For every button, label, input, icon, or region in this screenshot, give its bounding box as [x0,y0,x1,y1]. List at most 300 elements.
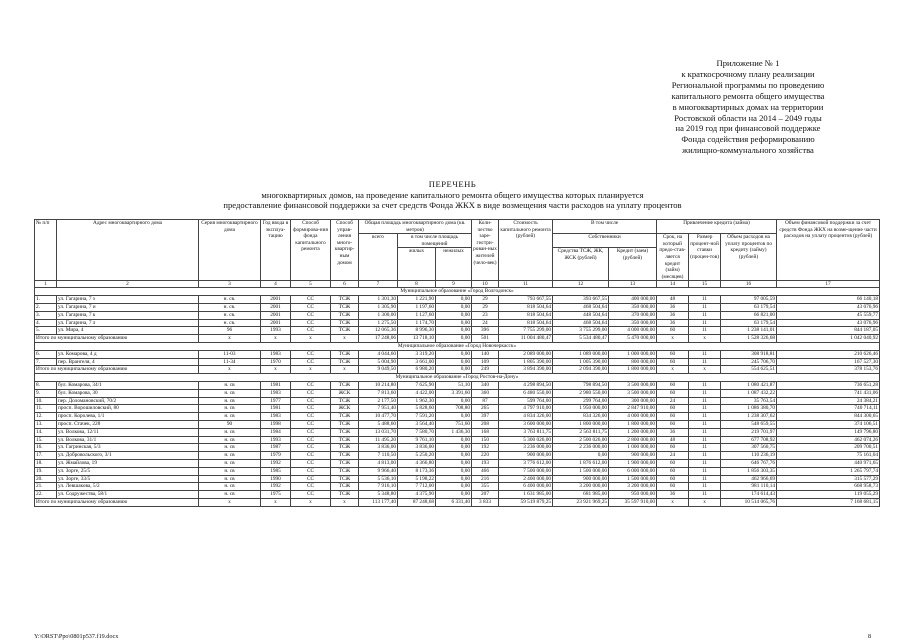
total-cell: 378 153,76 [777,366,880,374]
table-cell: 6 400 000,00 [499,483,553,491]
table-cell: 19. [35,467,57,475]
table-cell: 798 894,50 [553,382,609,390]
table-cell: 3 319,20 [398,350,436,358]
table-cell: 43 076,96 [777,319,880,327]
column-number: 10 [472,281,499,288]
total-cell: 7 168 681,15 [777,498,880,506]
table-cell: 11 [689,467,721,475]
table-cell: 97 005,59 [721,296,777,304]
table-cell: 36 [657,491,689,499]
table-cell: 1970 [261,358,291,366]
table-cell: 11 [689,452,721,460]
table-row [35,405,880,413]
municipality-row [35,288,880,296]
table-row [35,483,880,491]
total-cell: 87 248,68 [398,498,436,506]
column-number: 9 [436,281,472,288]
header-series: Серия многоквартирного дома [199,220,261,281]
table-cell: СС [291,483,331,491]
table-cell: н. св [199,382,261,390]
appendix-line: Ростовской области на 2014 – 2049 годы [674,112,822,123]
table-cell: 370 000,00 [609,311,657,319]
total-label: Итого по муниципальному образованию [35,498,199,506]
municipality-name: Муниципальное образование «Город Ростов-на-Дону» [35,374,880,382]
table-cell: 11 [689,296,721,304]
column-number: 13 [609,281,657,288]
table-cell: 2 177,50 [359,397,398,405]
table-cell: 350 000,00 [609,304,657,312]
table-cell: 15. [35,436,57,444]
total-cell: 2 094 390,00 [553,366,609,374]
table-cell: 1979 [261,452,291,460]
table-cell: 1. [35,296,57,304]
total-cell: х [331,366,359,374]
table-cell: ул. Гагарина, 7 л [57,319,199,327]
table-cell: н. св [199,444,261,452]
table-header [35,220,880,288]
header-mgmt-method: Способ управ-ления много-квартир-ным домом [331,220,359,281]
total-cell: х [657,366,689,374]
table-cell: 12. [35,413,57,421]
table-cell: ТСЖ [331,467,359,475]
table-cell: ул. Комарова, 4 д [57,350,199,358]
table-cell: 300 000,00 [609,397,657,405]
total-cell: х [261,335,291,343]
table-row [35,358,880,366]
table-cell: СС [291,413,331,421]
table-cell: ТСЖ [331,428,359,436]
table-cell: 2 980 550,00 [553,389,609,397]
table-cell: ул. Зорге, 25/5 [57,467,199,475]
table-cell: 8 996,30 [398,327,436,335]
table-cell: 397 [472,413,499,421]
table-row [35,413,880,421]
table-cell: бул. Комарова, 30 [57,389,199,397]
table-cell: 11 [689,483,721,491]
table-row [35,389,880,397]
table-cell: 1 221,90 [398,296,436,304]
table-cell: 2 847 910,00 [609,405,657,413]
table-cell: 462 074,26 [777,436,880,444]
table-cell: 207 [472,491,499,499]
table-cell: 900 000,00 [499,452,553,460]
table-cell: 3 836,00 [359,444,398,452]
table-cell: 468 504,64 [553,304,609,312]
column-number: 4 [261,281,291,288]
table-cell: 1 080 421,87 [721,382,777,390]
table-cell: 5 348,80 [359,491,398,499]
table-cell: 11 [689,428,721,436]
table-cell: 2. [35,304,57,312]
table-cell: 677 708,92 [721,436,777,444]
table-cell: ул. Левшакова, 5/2 [57,483,199,491]
table-cell: н. св. [199,311,261,319]
table-cell: 7 625,90 [398,382,436,390]
table-cell: 14. [35,428,57,436]
table-cell: 1984 [261,428,291,436]
table-cell: 3 236 000,00 [499,444,553,452]
table-cell: 2 400 000,00 [499,475,553,483]
table-cell: н. св. [199,296,261,304]
table-cell: 11 [689,327,721,335]
total-cell: 1 800 000,00 [609,366,657,374]
table-cell: 11 [689,350,721,358]
table-row [35,420,880,428]
header-cost: Стоимость капитального ремонта (рублей) [499,220,553,281]
table-cell: н. св [199,413,261,421]
table-cell: 20. [35,475,57,483]
header-rate: Размер процент-ной ставки (процен-тов) [689,234,721,281]
total-cell: 6 331,40 [436,498,472,506]
table-cell: ул. Гагарина, 7 и [57,304,199,312]
column-number: 2 [57,281,199,288]
table-cell: СС [291,389,331,397]
table-cell: 468 504,64 [553,319,609,327]
total-cell: 23 921 969,25 [553,498,609,506]
table-cell: 1 086 380,70 [721,405,777,413]
table-cell: 2001 [261,296,291,304]
table-cell: 396 [472,327,499,335]
table-cell: 9 966,40 [359,467,398,475]
table-cell: 36 [657,304,689,312]
table-cell: 174 614,43 [721,491,777,499]
table-cell: 1 200 000,00 [609,428,657,436]
table-cell: 3 391,60 [436,389,472,397]
table-cell: 11 [689,304,721,312]
table-cell: 1983 [261,350,291,358]
table-cell: ТСЖ [331,319,359,327]
table-cell: н. св [199,475,261,483]
table-cell: 7 916,10 [359,483,398,491]
table-cell: 219 701,97 [721,428,777,436]
table-cell: 150 [472,436,499,444]
table-body [35,288,880,506]
table-cell: н. св [199,452,261,460]
table-cell: 0,00 [436,483,472,491]
table-cell: СС [291,405,331,413]
table-cell: 0,00 [436,475,472,483]
table-cell: н. св [199,483,261,491]
total-row [35,498,880,506]
header-area-total: всего [359,234,398,281]
table-cell: 818 504,64 [499,319,553,327]
table-cell: 7 951,40 [359,405,398,413]
table-cell: 1 000 000,00 [609,444,657,452]
table-cell: 29 [472,304,499,312]
table-cell: 60 [657,327,689,335]
table-cell: 43 076,96 [777,304,880,312]
table-cell: 11 [689,413,721,421]
total-cell: х [291,335,331,343]
total-cell: 1 528 326,68 [721,335,777,343]
table-cell: 1 800 000,00 [553,420,609,428]
table-cell: 1 238 141,01 [721,327,777,335]
table-cell: 149 796,80 [777,428,880,436]
table-cell: 400 000,00 [609,296,657,304]
table-cell: 216 [472,475,499,483]
table-cell: 393 667,55 [553,296,609,304]
column-number: 12 [553,281,609,288]
table-cell: ТСЖ [331,350,359,358]
table-cell: 0,00 [436,304,472,312]
table-cell: 0,00 [436,311,472,319]
table-cell: 4 375,90 [398,491,436,499]
table-cell: 736 651,28 [777,382,880,390]
table-row [35,436,880,444]
table-cell: 1 265 797,74 [777,467,880,475]
table-cell: 63 179,54 [721,319,777,327]
table-cell: 11 [689,358,721,366]
table-cell: 66 821,00 [721,311,777,319]
total-cell: 554 625,51 [721,366,777,374]
table-cell: 109 [472,358,499,366]
table-cell: 1 631 985,00 [499,491,553,499]
table-cell: н. св [199,491,261,499]
total-cell: х [199,335,261,343]
table-cell: 1 089 000,00 [553,350,609,358]
table-cell: 60 [657,350,689,358]
table-cell: 119 055,29 [777,491,880,499]
table-cell: ЖСК [331,389,359,397]
table-cell: 4 044,60 [359,350,398,358]
table-cell: СС [291,296,331,304]
table-cell: 2 800 000,00 [609,436,657,444]
table-cell: 24 [657,397,689,405]
table-cell: ТСЖ [331,358,359,366]
header-area-incl: в том числе площадь помещений [398,234,472,248]
total-cell: 17 248,06 [359,335,398,343]
total-cell: х [689,498,721,506]
column-number: 1 [35,281,57,288]
table-cell: просп. Ворошиловский, 80 [57,405,199,413]
table-cell: 10 214,80 [359,382,398,390]
table-cell: 192 [472,444,499,452]
table-cell: 5 250,20 [398,452,436,460]
table-cell: 4 422,00 [398,389,436,397]
table-cell: СС [291,436,331,444]
table-cell: 1 800 000,00 [609,420,657,428]
table-cell: 23 [472,311,499,319]
column-number: 16 [721,281,777,288]
table-cell: 21. [35,483,57,491]
table-cell: 10 477,70 [359,413,398,421]
table-cell: 5 004,90 [359,358,398,366]
header-area-res: жилых [398,248,436,281]
table-cell: 668 958,73 [777,483,880,491]
appendix-line: жилищно-коммунального хозяйства [682,145,814,156]
table-cell: 2 089 000,00 [499,350,553,358]
table-cell: 3 500 000,00 [609,382,657,390]
table-cell: 13 031,70 [359,428,398,436]
table-cell: 35 763,54 [721,397,777,405]
table-cell: 60 [657,475,689,483]
table-cell: 1 000 000,00 [609,350,657,358]
table-cell: 12 065,36 [359,327,398,335]
table-cell: 3 763 811,75 [499,428,553,436]
table-cell: СС [291,319,331,327]
table-cell: 45 559,77 [777,311,880,319]
table-cell: 350 000,00 [609,319,657,327]
total-cell: х [199,498,261,506]
document-subtitle-line-2: предоставление финансовой поддержки за счет средств Фонда ЖКХ в виде возмещения части расходов на уплату процентов [223,200,682,210]
table-cell: СС [291,475,331,483]
table-row [35,296,880,304]
table-row [35,304,880,312]
table-cell: 1 805 390,00 [499,358,553,366]
table-cell: 0,00 [436,452,472,460]
table-cell: СС [291,420,331,428]
column-number: 7 [359,281,398,288]
header-fund-method: Способ формирова-ния фонда капитального ремонта [291,220,331,281]
table-cell: 1 436,30 [436,428,472,436]
table-cell: ул. Зорге, 33/5 [57,475,199,483]
table-cell: 1 876 612,00 [553,459,609,467]
table-row [35,311,880,319]
table-cell: н. св. [199,304,261,312]
appendix-line: в многоквартирных домах на территории [672,101,824,112]
table-cell: 0,00 [436,350,472,358]
table-cell: 1993 [261,436,291,444]
table-cell: 11 [689,389,721,397]
table-cell: СС [291,452,331,460]
header-address: Адрес многоквартирного дома [57,220,199,281]
table-cell: пер. Доломановский, 70/2 [57,397,199,405]
table-cell: 708,80 [436,405,472,413]
table-cell: 2001 [261,319,291,327]
table-cell: 51,10 [436,382,472,390]
table-cell: 818 504,64 [499,304,553,312]
table-cell: 900 000,00 [609,452,657,460]
table-cell: 36 [657,311,689,319]
table-cell: 0,00 [436,459,472,467]
table-cell: 7 591,20 [398,413,436,421]
table-cell: 1 300,00 [359,311,398,319]
total-cell: 0,00 [436,335,472,343]
table-cell: н. св [199,436,261,444]
table-cell: 1 900 000,00 [609,459,657,467]
table-cell: 11 [689,444,721,452]
total-cell: х [689,366,721,374]
table-row [35,452,880,460]
table-cell: 90 [199,420,261,428]
table-cell: 1975 [261,491,291,499]
table-cell: 6 000 000,00 [609,467,657,475]
table-cell: СС [291,467,331,475]
total-cell: х [331,498,359,506]
table-cell: 315 577,29 [777,475,880,483]
table-cell: просп. Королева, 1/1 [57,413,199,421]
table-cell: ул. Волкова, 12/11 [57,428,199,436]
table-cell: 75 161,04 [777,452,880,460]
header-year: Год ввода в эксплуа-тацию [261,220,291,281]
table-cell: 0,00 [436,444,472,452]
table-cell: 60 [657,483,689,491]
total-label: Итого по муниципальному образованию [35,335,199,343]
table-cell: ТСЖ [331,475,359,483]
table-cell: 0,00 [436,413,472,421]
appendix-block [628,58,868,156]
table-cell: ул. Гагарина, 7 к [57,311,199,319]
table-cell: 1983 [261,413,291,421]
total-cell: 11 004 480,47 [499,335,553,343]
table-cell: 1983 [261,389,291,397]
table-row [35,459,880,467]
table-cell: 265 [472,405,499,413]
table-cell: 13. [35,420,57,428]
table-cell: 4. [35,319,57,327]
table-cell: 818 504,64 [499,311,553,319]
document-subtitle-line-1: многоквартирных домов, на проведение капитального ремонта общего имущества которых планируется [261,190,644,200]
table-cell: ул. Волкова, 31/1 [57,436,199,444]
table-cell: СС [291,311,331,319]
table-cell: 1998 [261,420,291,428]
table-cell: 63 179,54 [721,304,777,312]
table-cell: СС [291,327,331,335]
table-cell: 210 626,46 [777,350,880,358]
column-number: 15 [689,281,721,288]
table-cell: 1992 [261,483,291,491]
table-cell: 110 236,19 [721,452,777,460]
table-cell: 66 140,18 [777,296,880,304]
table-cell: 1 305,90 [359,304,398,312]
document-title: ПЕРЕЧЕНЬ [428,179,477,189]
table-cell: 440 971,65 [777,459,880,467]
table-row [35,428,880,436]
table-cell: 299 764,00 [553,397,609,405]
municipality-name: Муниципальное образование «Город Волгодонск» [35,288,880,296]
table-cell: ТСЖ [331,436,359,444]
table-cell: 11 [689,319,721,327]
table-cell: 0,00 [436,327,472,335]
table-cell: 844 187,05 [777,327,880,335]
total-row [35,366,880,374]
table-cell: 1 950 000,00 [553,405,609,413]
table-row [35,350,880,358]
table-cell: 3 776 612,00 [499,459,553,467]
table-cell: 7 813,60 [359,389,398,397]
column-number: 8 [398,281,436,288]
header-residents: Коли-чество заре-гистри-рован-ных жителей (чело-век) [472,220,499,281]
table-cell: СС [291,350,331,358]
table-cell: 4 298 894,50 [499,382,553,390]
appendix-line: на 2019 год при финансовой поддержке [675,123,821,134]
table-cell: 1 238 307,62 [721,413,777,421]
table-cell: 355 [472,483,499,491]
table-cell: 1 005 390,00 [553,358,609,366]
table-cell: 4 834 326,00 [499,413,553,421]
total-cell: 501 [472,335,499,343]
table-cell: 11 [689,459,721,467]
table-cell: 1 197,60 [398,304,436,312]
table-cell: ТСЖ [331,420,359,428]
table-cell: 7. [35,358,57,366]
header-num: № п/п [35,220,57,281]
total-cell: 35 597 910,00 [609,498,657,506]
table-cell: ТСЖ [331,491,359,499]
header-term: Срок, на который предо-став-ляется кредит (займ) (месяцев) [657,234,689,281]
table-cell: 0,00 [436,467,472,475]
table-row [35,327,880,335]
table-cell: 5 300 026,00 [499,436,553,444]
table-cell: 0,00 [553,452,609,460]
table-cell: 4 000 000,00 [609,413,657,421]
total-cell: 6 980,20 [398,366,436,374]
table-cell: 308 918,81 [721,350,777,358]
table-cell: 11 [689,311,721,319]
table-cell: просп. Стачек, 228 [57,420,199,428]
table-cell: 11 [689,405,721,413]
table-cell: 48 [657,296,689,304]
